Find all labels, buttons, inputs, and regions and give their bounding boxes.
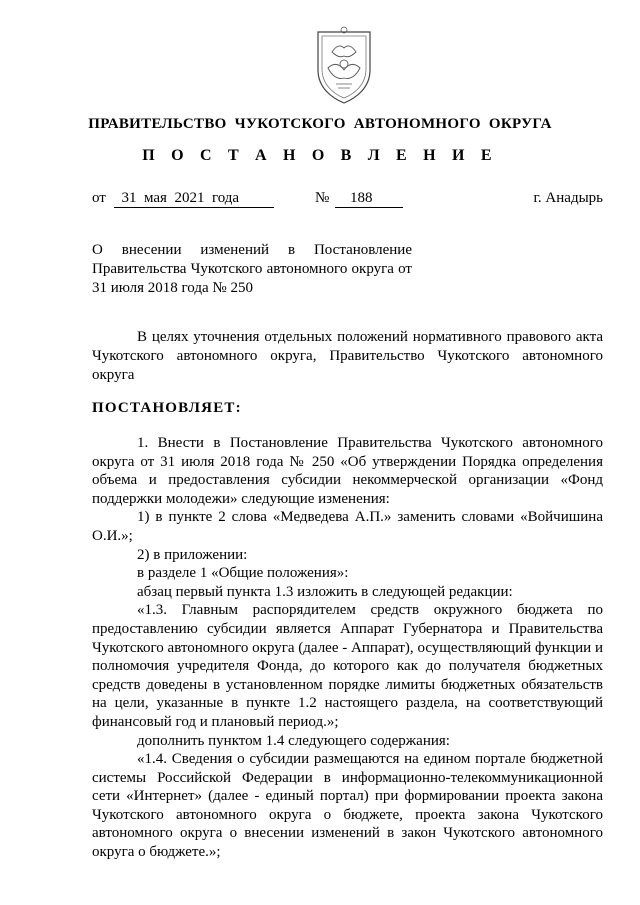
city: г. Анадырь [533,190,603,206]
document-date: 31 мая 2021 года [114,190,274,208]
government-title: ПРАВИТЕЛЬСТВО ЧУКОТСКОГО АВТОНОМНОГО ОКРУГА [88,116,552,132]
preamble-text: В целях уточнения отдельных положений нормативного правового акта Чукотского автономного округа, Правительство Чукотского автономного округа [92,329,603,383]
body-paragraph: в разделе 1 «Общие положения»: [137,565,349,582]
body-paragraph: дополнить пунктом 1.4 следующего содержания: [137,732,450,749]
body-paragraph: 1. Внести в Постановление Правительства Чукотского автономного округа от 31 июля 2018 года № 250 «Об утверждении Порядка определения объема и предоставления субсидии некоммерческой организации «Фонд поддержки молодежи» следующие изменения: [92,435,603,507]
document-type-title: П О С Т А Н О В Л Е Н И Е [142,147,498,164]
body-paragraph: абзац первый пункта 1.3 изложить в следующей редакции: [137,583,513,600]
document-body [92,434,603,862]
subject-text: О внесении изменений в Постановление Правительства Чукотского автономного округа от 31 июля 2018 года № 250 [92,242,412,296]
body-paragraph: 2) в приложении: [137,546,248,563]
date-prefix: от [92,190,106,206]
body-paragraph: «1.4. Сведения о субсидии размещаются на едином портале бюджетной системы Российской Федерации в информационно-телекоммуникационной сети «Интернет» (далее - единый портал) при формировании проекта закона Чукотского автономного округа о бюджете, проекта закона Чукотского автономного округа о внесении изменений в закон Чукотского автономного округа о бюджете.»; [92,751,603,861]
number-prefix: № [315,190,330,206]
document-number: 188 [335,190,403,208]
preamble [92,328,603,385]
document-meta [92,190,603,210]
body-paragraph: 1) в пункте 2 слова «Медведева А.П.» заменить словами «Войчишина О.И.»; [92,509,603,544]
decree-word: ПОСТАНОВЛЯЕТ: [92,400,242,416]
document-subject [92,241,412,298]
body-paragraph: «1.3. Главным распорядителем средств окружного бюджета по предоставлению субсидии является Аппарат Губернатора и Правительства Чукотского автономного округа (далее - Аппарат), осуществляющий функции и полномочия учредителя Фонда, до которого как до получателя бюджетных средств доведены в установленном порядке лимиты бюджетных обязательств на цели, указанные в пункте 1.2 настоящего раздела, на соответствующий финансовый год и плановый период.»; [92,602,603,730]
coat-of-arms-emblem-icon [310,22,378,106]
